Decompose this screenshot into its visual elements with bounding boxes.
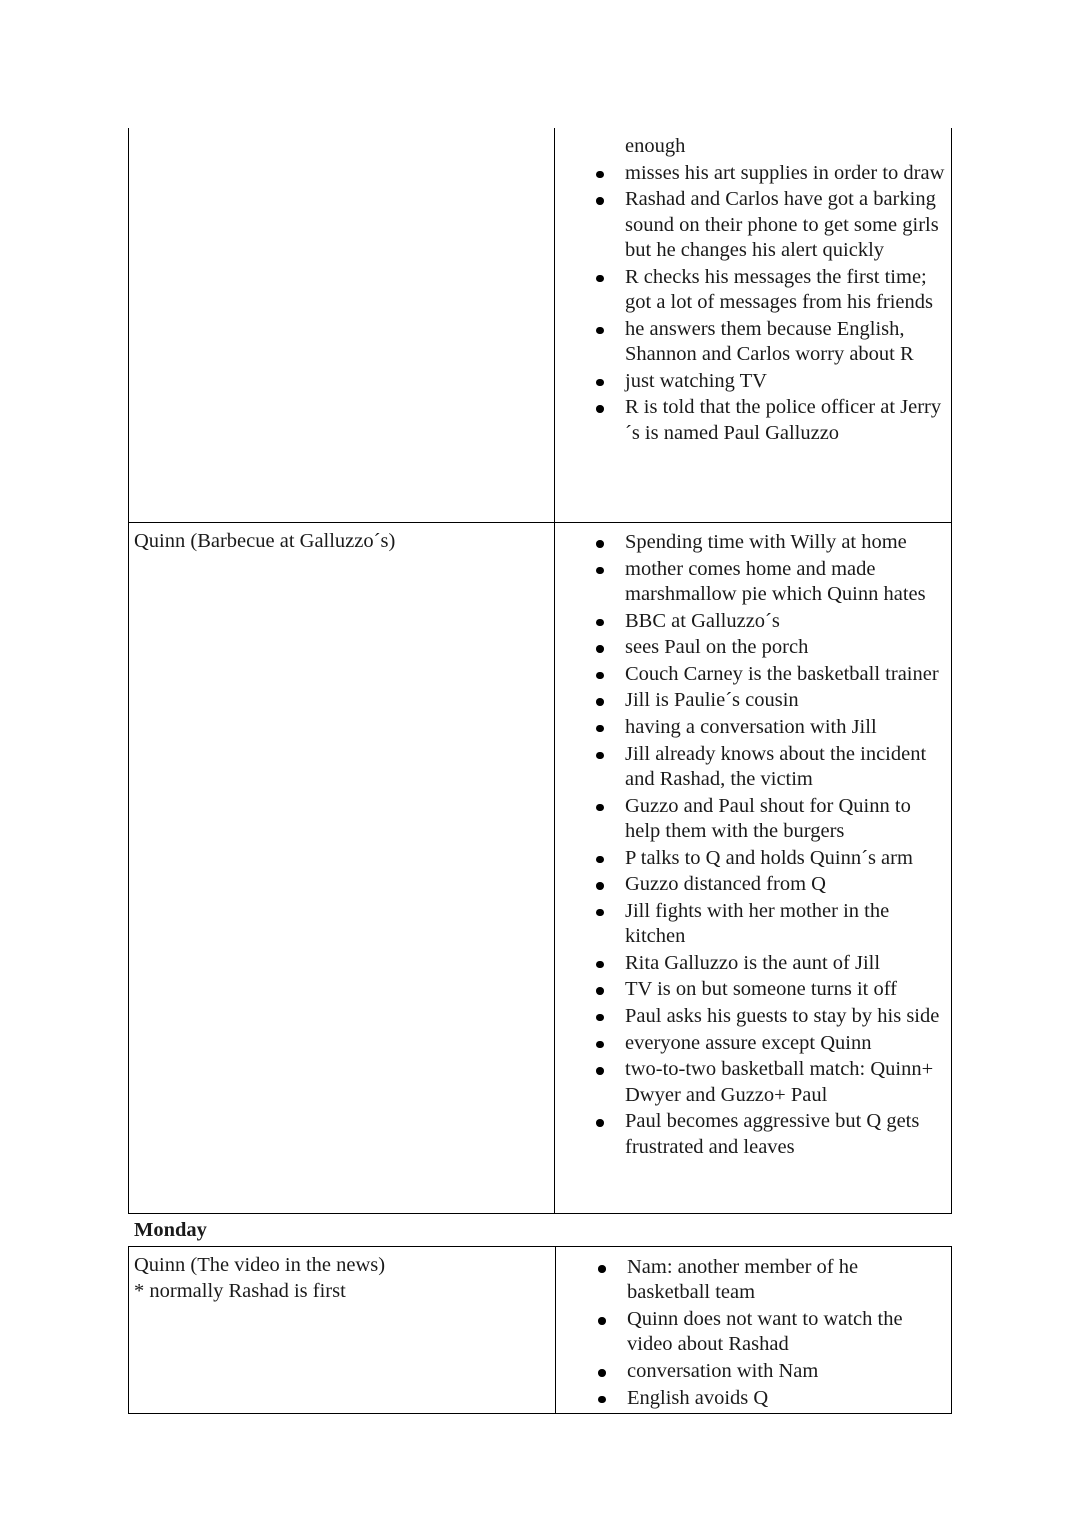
- list-item: Paul becomes aggressive but Q gets frustrated and leaves: [625, 1109, 951, 1160]
- list-item: two-to-two basketball match: Quinn+ Dwyer and Guzzo+ Paul: [625, 1057, 951, 1108]
- list-item: Guzzo and Paul shout for Quinn to help them with the burgers: [625, 794, 951, 845]
- list-item: Jill is Paulie´s cousin: [625, 688, 951, 713]
- list-item: just watching TV: [625, 369, 951, 394]
- list-item: Nam: another member of he basketball team: [627, 1255, 927, 1306]
- notes-list: [625, 530, 951, 1161]
- list-item: R is told that the police officer at Jerry´s is named Paul Galluzzo: [625, 395, 951, 446]
- table-border-middle: [554, 128, 555, 1214]
- list-item: BBC at Galluzzo´s: [625, 609, 951, 634]
- scene-note: * normally Rashad is first: [134, 1280, 346, 1302]
- day-heading: Monday: [134, 1219, 207, 1241]
- notes-list: [625, 134, 951, 447]
- list-item: Spending time with Willy at home: [625, 530, 951, 555]
- list-item: Paul asks his guests to stay by his side: [625, 1004, 951, 1029]
- table-border-right: [951, 1246, 952, 1414]
- list-item: conversation with Nam: [627, 1359, 927, 1384]
- table-border-left: [128, 1246, 129, 1414]
- list-item: Jill already knows about the incident and Rashad, the victim: [625, 742, 951, 793]
- list-item: Rita Galluzzo is the aunt of Jill: [625, 951, 951, 976]
- list-item: Couch Carney is the basketball trainer: [625, 662, 951, 687]
- list-item: Quinn does not want to watch the video about Rashad: [627, 1307, 927, 1358]
- list-item: sees Paul on the porch: [625, 635, 951, 660]
- list-item: misses his art supplies in order to draw: [625, 161, 951, 186]
- table-border-right: [951, 128, 952, 1214]
- row-divider: [128, 522, 952, 523]
- table-border-bottom: [128, 1413, 952, 1414]
- notes-list: [627, 1255, 927, 1412]
- list-item: having a conversation with Jill: [625, 715, 951, 740]
- table-border-bottom: [128, 1213, 952, 1214]
- list-item: Guzzo distanced from Q: [625, 872, 951, 897]
- list-item: R checks his messages the first time; got a lot of messages from his friends: [625, 265, 951, 316]
- list-item: he answers them because English, Shannon and Carlos worry about R: [625, 317, 951, 368]
- list-item: Rashad and Carlos have got a barking sound on their phone to get some girls but he changes his alert quickly: [625, 187, 951, 263]
- list-item: Jill fights with her mother in the kitchen: [625, 899, 951, 950]
- list-item: everyone assure except Quinn: [625, 1031, 951, 1056]
- list-item: P talks to Q and holds Quinn´s arm: [625, 846, 951, 871]
- scene-label: Quinn (Barbecue at Galluzzo´s): [134, 530, 396, 552]
- scene-label: Quinn (The video in the news): [134, 1254, 386, 1276]
- list-item: mother comes home and made marshmallow pie which Quinn hates: [625, 557, 951, 608]
- table-border-top: [128, 1246, 952, 1247]
- list-item: enough: [625, 135, 686, 157]
- list-item: English avoids Q: [627, 1386, 927, 1411]
- table-border-middle: [555, 1246, 556, 1414]
- table-border-left: [128, 128, 129, 1214]
- list-item: TV is on but someone turns it off: [625, 977, 951, 1002]
